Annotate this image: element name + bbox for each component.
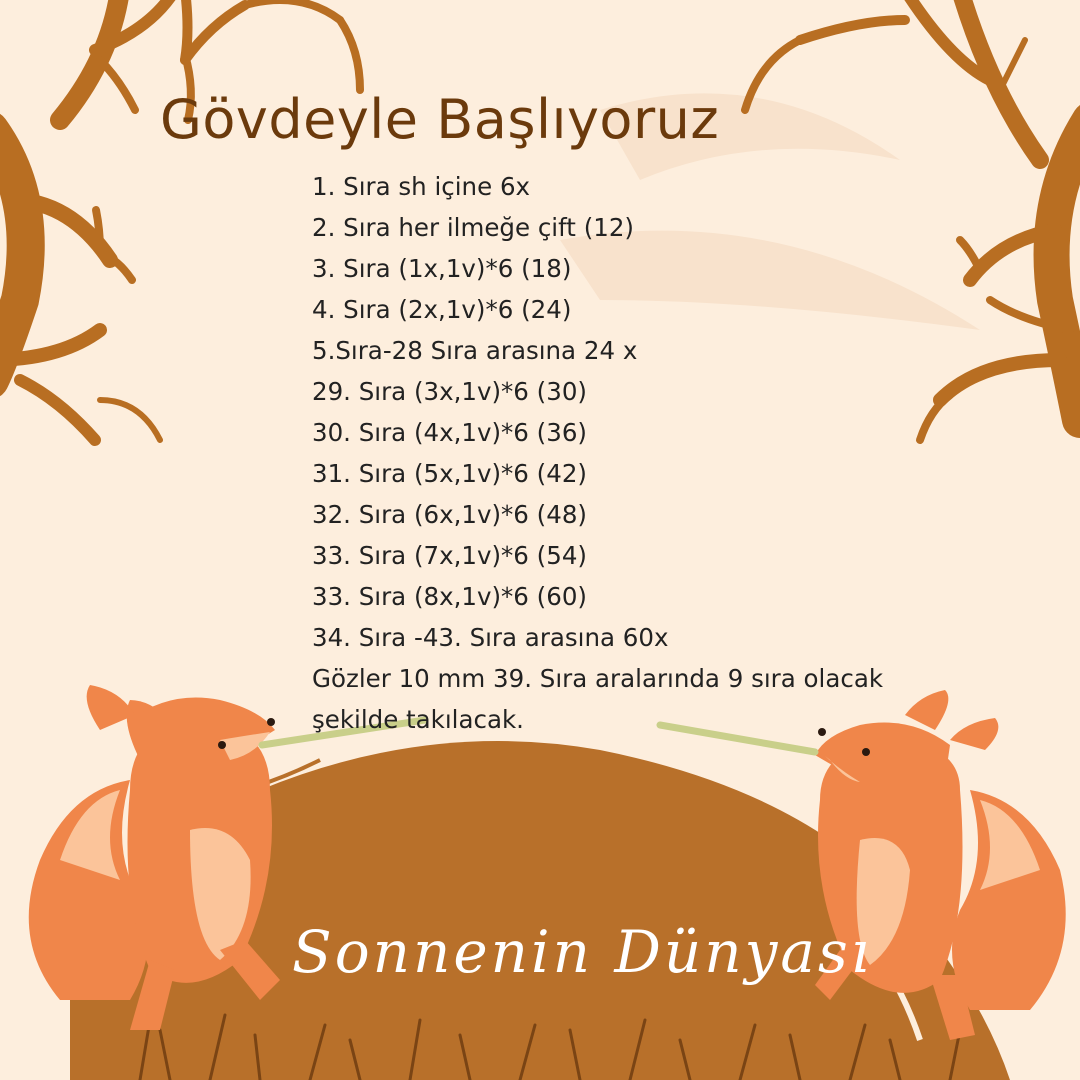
signature: Sonnenin Dünyası (292, 918, 873, 986)
step-line: 4. Sıra (2x,1v)*6 (24) (312, 295, 572, 324)
step-line: 2. Sıra her ilmeğe çift (12) (312, 213, 634, 242)
pattern-steps (312, 166, 883, 740)
step-line: 5.Sıra-28 Sıra arasına 24 x (312, 336, 638, 365)
step-line: 30. Sıra (4x,1v)*6 (36) (312, 418, 587, 447)
step-line: 33. Sıra (7x,1v)*6 (54) (312, 541, 587, 570)
step-line: 34. Sıra -43. Sıra arasına 60x (312, 623, 669, 652)
left-branch (0, 0, 360, 440)
step-line: 31. Sıra (5x,1v)*6 (42) (312, 459, 587, 488)
step-line: 1. Sıra sh içine 6x (312, 172, 531, 201)
step-line: 32. Sıra (6x,1v)*6 (48) (312, 500, 587, 529)
step-line: 33. Sıra (8x,1v)*6 (60) (312, 582, 587, 611)
page-title: Gövdeyle Başlıyoruz (160, 88, 720, 151)
step-line: 29. Sıra (3x,1v)*6 (30) (312, 377, 587, 406)
step-line: Gözler 10 mm 39. Sıra aralarında 9 sıra olacak (312, 664, 884, 693)
step-line: 3. Sıra (1x,1v)*6 (18) (312, 254, 572, 283)
step-line: şekilde takılacak. (312, 705, 524, 734)
